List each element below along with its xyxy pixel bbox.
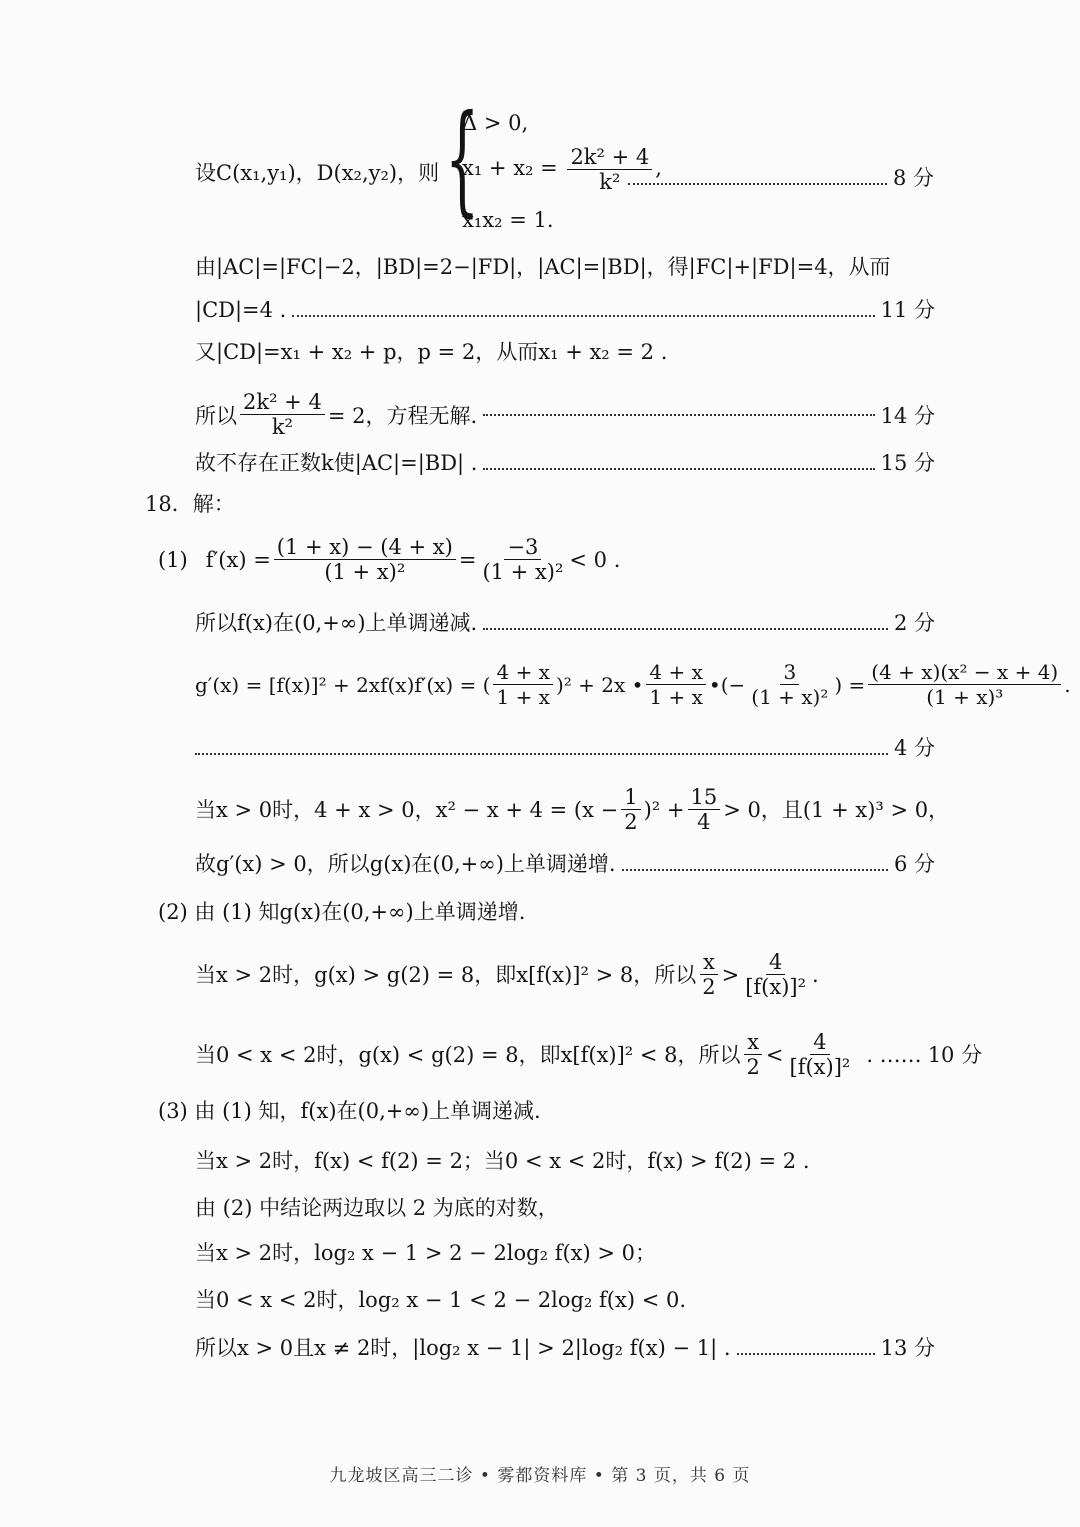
score-11: 11 分 — [880, 298, 935, 322]
part2-case-a: 当x > 2时，g(x) > g(2) = 8，即x[f(x)]² > 8，所以 $\frac{x}{2}$ > $\frac{4}{\text{[f(x)]²}}$ . — [195, 950, 819, 999]
score-14: 14 分 — [880, 403, 935, 428]
fraction: $\frac{\text{2k² + 4}}{\text{k²}}$ — [240, 390, 325, 439]
score-10: 10 分 — [927, 1042, 983, 1067]
part3-conclusion: 所以x > 0且x ≠ 2时，|log₂ x − 1| > 2|log₂ f(x) − 1| . — [195, 1336, 731, 1360]
system-brace: { — [445, 90, 480, 229]
g-derivative: g′(x) = [f(x)]² + 2xf(x)f′(x) = ( $\frac{4 + x}{1 + x}$ )² + 2x • $\frac{4 + x}{1 + x}$ •(− $\frac{3}{\text{(1 + x)²}}$ ) = $\frac{\text{(4 + x)(x² − x + 4)}}{\text{(1 + x)³}}$ . — [195, 660, 1071, 709]
score-line-15 — [195, 447, 935, 477]
f-decreasing: 所以f(x)在(0,+∞)上单调递减. — [195, 611, 478, 635]
part3-line-c: 当x > 2时，log₂ x − 1 > 2 − 2log₂ f(x) > 0； — [195, 1241, 657, 1265]
fraction: $\frac{x}{2}$ — [699, 950, 718, 999]
fraction: $\frac{3}{\text{(1 + x)²}}$ — [751, 660, 829, 709]
score-line-6 — [195, 848, 935, 878]
line-ac-fc: 由|AC|=|FC|−2，|BD|=2−|FD|，|AC|=|BD|，得|FC|+|FD|=4，从而 — [195, 255, 891, 279]
fraction: $\frac{x}{2}$ — [744, 1030, 763, 1079]
score-2: 2 分 — [893, 611, 935, 635]
system-case-3: x₁x₂ = 1. — [462, 208, 554, 232]
part3-line-a: 当x > 2时，f(x) < f(2) = 2；当0 < x < 2时，f(x) > f(2) = 2 . — [195, 1149, 810, 1173]
score-6: 6 分 — [893, 852, 935, 876]
score-line-4 — [195, 732, 935, 762]
score-line-13 — [195, 1332, 935, 1362]
question-18-header: 18．解： — [145, 492, 235, 516]
line-cd-4: |CD|=4 . — [195, 298, 287, 322]
score-8: 8 分 — [892, 166, 934, 190]
score-line-8 — [622, 162, 934, 192]
score-line-11 — [195, 294, 935, 324]
part2-intro: (2) 由 (1) 知g(x)在(0,+∞)上单调递增. — [158, 900, 526, 924]
score-line-14: 所以 $\frac{\text{2k² + 4}}{\text{k²}}$ = 2，方程无解. 14 分 — [195, 390, 935, 439]
part3-line-d: 当0 < x < 2时，log₂ x − 1 < 2 − 2log₂ f(x) < 0. — [195, 1288, 686, 1312]
score-4: 4 分 — [893, 736, 935, 760]
line-set-cd: 设C(x₁,y₁)，D(x₂,y₂)，则 — [195, 161, 440, 185]
fraction: $\frac{4}{\text{[f(x)]²}}$ — [745, 950, 807, 999]
part3-line-b: 由 (2) 中结论两边取以 2 为底的对数， — [195, 1196, 559, 1220]
fraction: $\frac{15}{4}$ — [688, 785, 721, 834]
fraction: $\frac{4 + x}{1 + x}$ — [493, 660, 552, 709]
part1-derivative: (1) f′(x) = $\frac{(1 + x) - (4 + x)}{\text{(1 + x)²}}$ = $\frac{-3}{\text{(1 + x)²}}$ < 0 . — [158, 535, 621, 584]
fraction: $\frac{-3}{\text{(1 + x)²}}$ — [482, 535, 564, 584]
fraction: $\frac{\text{2k² + 4}}{\text{k²}}$ — [567, 145, 652, 194]
part2-case-b: 当0 < x < 2时，g(x) < g(2) = 8，即x[f(x)]² < 8，所以 $\frac{x}{2}$ < $\frac{4}{\text{[f(x)]²}}$ . …… 10 分 — [195, 1030, 983, 1079]
part3-intro: (3) 由 (1) 知，f(x)在(0,+∞)上单调递减. — [158, 1099, 541, 1123]
g-increasing: 故g′(x) > 0，所以g(x)在(0,+∞)上单调递增. — [195, 852, 616, 876]
fraction: $\frac{\text{(4 + x)(x² − x + 4)}}{\text{(1 + x)³}}$ — [868, 660, 1061, 709]
score-15: 15 分 — [880, 451, 935, 475]
line-no-k: 故不存在正数k使|AC|=|BD| . — [195, 451, 478, 475]
system-case-2: x₁ + x₂ = $\frac{\text{2k² + 4}}{\text{k²}}$ , — [462, 145, 662, 194]
system-case-1: Δ > 0, — [462, 111, 529, 135]
score-13: 13 分 — [880, 1336, 935, 1360]
fraction: $\frac{4 + x}{1 + x}$ — [646, 660, 705, 709]
score-line-2 — [195, 607, 935, 637]
fraction: $\frac{1}{2}$ — [621, 785, 640, 834]
positivity-line: 当x > 0时，4 + x > 0，x² − x + 4 = (x − $\frac{1}{2}$ )² + $\frac{15}{4}$ > 0，且(1 + x)³ > 0， — [195, 785, 950, 834]
fraction: $\frac{4}{\text{[f(x)]²}}$ — [789, 1030, 851, 1079]
page-footer: 九龙坡区高三二诊 • 雾都资料库 • 第 3 页，共 6 页 — [329, 1466, 751, 1486]
fraction: $\frac{(1 + x) - (4 + x)}{\text{(1 + x)²}}$ — [274, 535, 456, 584]
line-cd-p: 又|CD|=x₁ + x₂ + p，p = 2，从而x₁ + x₂ = 2 . — [195, 340, 668, 364]
